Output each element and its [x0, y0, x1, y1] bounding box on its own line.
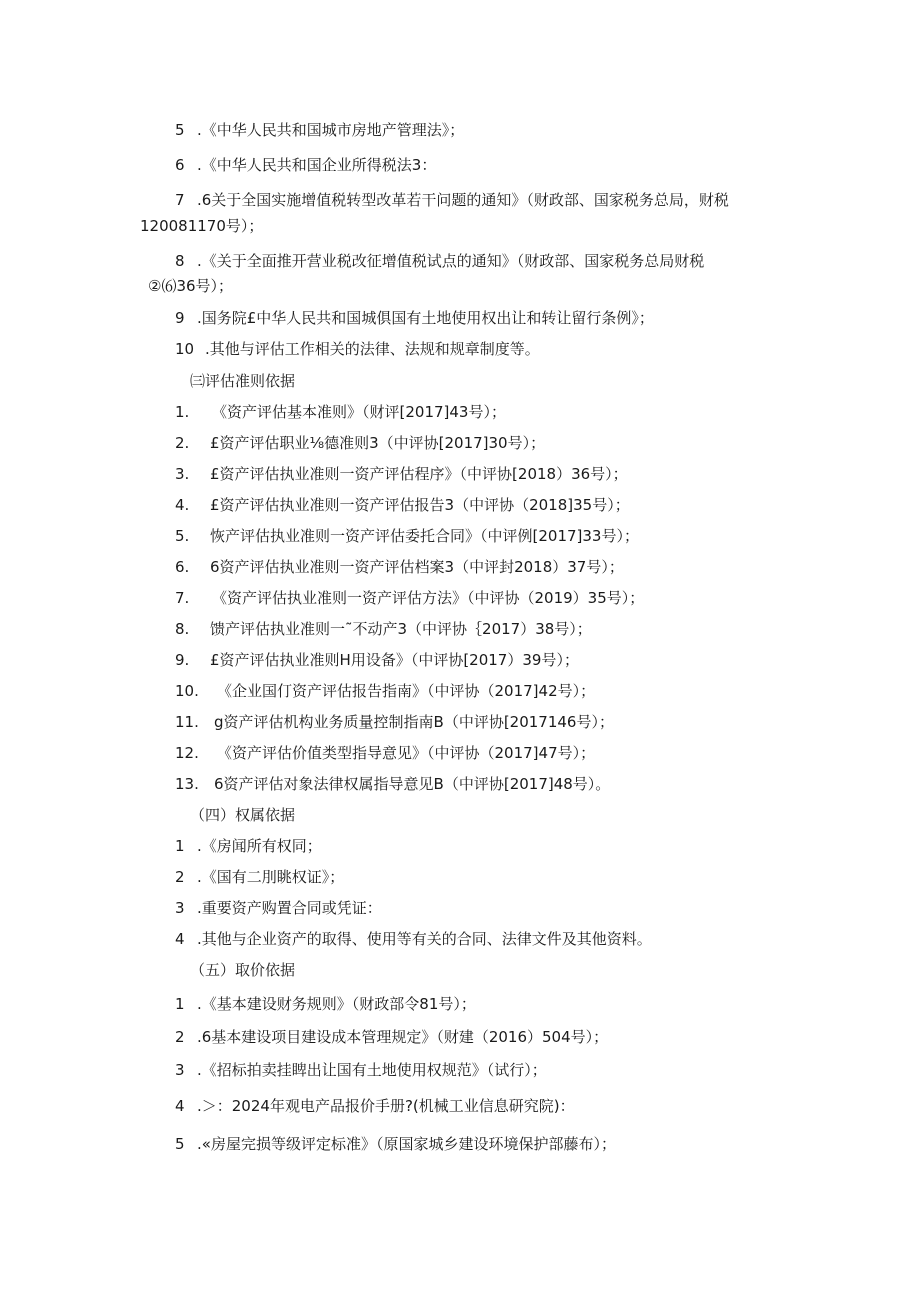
item-text-continuation: 120081170号）； [140, 217, 264, 235]
item-text: .《中华人民共和国企业所得税法3： [197, 156, 437, 174]
item-number: 2. [175, 434, 190, 452]
item-number: 5 [175, 1135, 185, 1153]
item-number: 10. [175, 682, 199, 700]
item-number: 9. [175, 651, 190, 669]
item-number: 4 [175, 1097, 185, 1115]
item-number: 11. [175, 713, 199, 731]
item-text: .＞：2024年观电产品报价手册?(机械工业信息研究院)： [197, 1097, 575, 1115]
item-text: .《招标拍卖挂睥出让国有土地使用权规范》（试行）； [197, 1061, 547, 1079]
item-number: 2 [175, 1028, 185, 1046]
item-text: 《资产评估执业准则一资产评估方法》（中评协（2019）35号）； [212, 589, 645, 607]
item-text: .6关于全国实施增值税转型改革若干问题的通知》（财政部、国家税务总局，财税 [197, 191, 729, 209]
item-number: 1 [175, 995, 185, 1013]
item-text: g资产评估机构业务质量控制指南B（中评协[2017146号）； [214, 713, 614, 731]
item-text: 馈产评估执业准则一˜不动产3（中评协｛2017）38号）； [210, 620, 592, 638]
item-text: .其他与企业资产的取得、使用等有关的合同、法律文件及其他资料。 [197, 930, 652, 948]
section-heading: ㈢评估准则依据 [190, 372, 296, 390]
item-number: 7 [175, 191, 185, 209]
item-text: .«房屋完损等级评定标准》（原国家城乡建设环境保护部藤布）； [197, 1135, 616, 1153]
item-text: .重要资产购置合同或凭证： [197, 899, 382, 917]
section-heading: （五）取价依据 [190, 961, 296, 979]
item-text: .《房闻所有权同； [197, 837, 322, 855]
item-text: .《国有二刖眺权证》； [197, 868, 345, 886]
item-number: 5 [175, 121, 185, 139]
item-number: 13. [175, 775, 199, 793]
item-text: 《企业国仃资产评估报告指南》（中评协（2017]42号）； [217, 682, 596, 700]
item-text: 《资产评估基本准则》（财评[2017]43号）； [212, 403, 506, 421]
section-heading: （四）权属依据 [190, 806, 296, 824]
item-number: 1. [175, 403, 190, 421]
item-number: 2 [175, 868, 185, 886]
item-number: 1 [175, 837, 185, 855]
item-text: .6基本建设项目建设成本管理规定》（财建（2016）504号）； [197, 1028, 609, 1046]
item-number: 3 [175, 1061, 185, 1079]
item-number: 9 [175, 309, 185, 327]
item-number: 8. [175, 620, 190, 638]
item-number: 4 [175, 930, 185, 948]
item-text: £资产评估执业准则一资产评估报告3（中评协（2018]35号）； [210, 496, 630, 514]
item-number: 3. [175, 465, 190, 483]
item-text-continuation: ②⑹36号）； [148, 277, 234, 295]
item-number: 6. [175, 558, 190, 576]
item-text: £资产评估执业准则H用设备》（中评协[2017）39号）； [210, 651, 579, 669]
item-number: 10 [175, 340, 195, 358]
item-text: .国务院£中华人民共和国城俱国有土地使用权出让和转让留行条例》； [197, 309, 654, 327]
item-number: 5. [175, 527, 190, 545]
item-text: 6资产评估执业准则一资产评估档案3（中评封2018）37号）； [210, 558, 624, 576]
item-number: 8 [175, 252, 185, 270]
item-number: 3 [175, 899, 185, 917]
item-text: .《基本建设财务规则》（财政部令81号）； [197, 995, 476, 1013]
item-text: 6资产评估对象法律权属指导意见B（中评协[2017]48号）。 [214, 775, 611, 793]
item-text: .《中华人民共和国城市房地产管理法》； [197, 121, 465, 139]
item-text: 《资产评估价值类型指导意见》（中评协（2017]47号）； [217, 744, 596, 762]
item-text: 恢产评估执业准则一资产评估委托合同》（中评例[2017]33号）； [210, 527, 639, 545]
item-text: .其他与评估工作相关的法律、法规和规章制度等。 [205, 340, 540, 358]
item-number: 7. [175, 589, 190, 607]
item-number: 12. [175, 744, 199, 762]
item-text: .《关于全面推开营业税改征增值税试点的通知》（财政部、国家税务总局财税 [197, 252, 705, 270]
item-text: £资产评估执业准则一资产评估程序》（中评协[2018）36号）； [210, 465, 628, 483]
item-number: 4. [175, 496, 190, 514]
item-text: £资产评估职业⅛德准则3（中评协[2017]30号）； [210, 434, 546, 452]
item-number: 6 [175, 156, 185, 174]
